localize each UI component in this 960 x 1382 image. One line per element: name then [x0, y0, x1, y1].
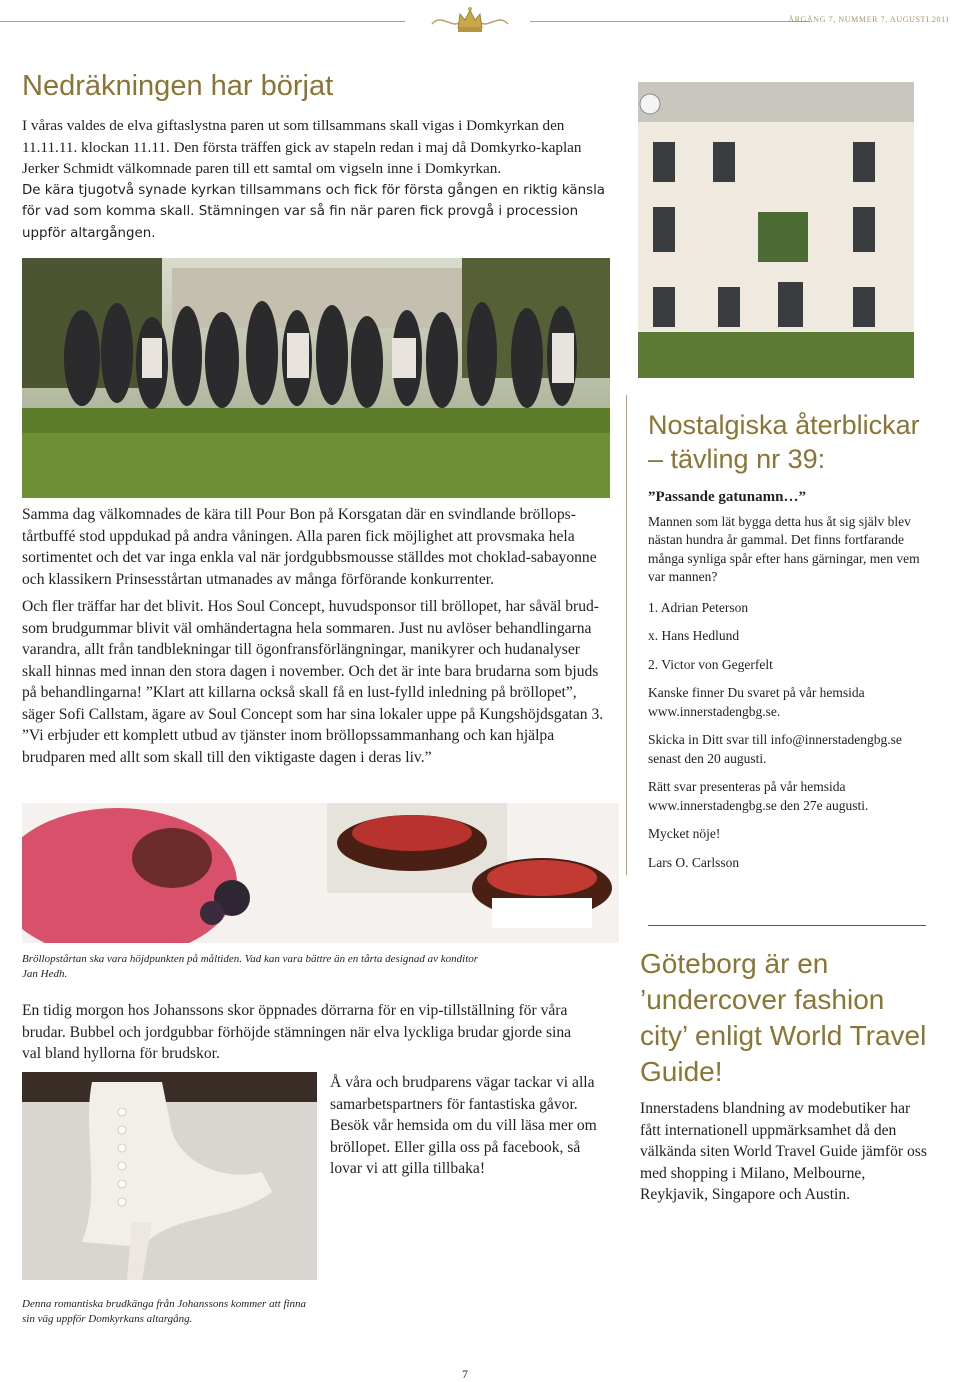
contest-answer: Rätt svar presenteras på vår hemsida www.innerstadengbg.se den 27e augusti.	[648, 779, 869, 813]
contest-fun: Mycket nöje!	[648, 826, 721, 841]
fashion-body: Innerstadens blandning av modebutiker har fått internationell uppmärksamhet då den välkända siten World Travel Guide jämför oss med shopping i Milano, Melbourne, Reykjavik, Singapore och Austin.	[640, 1100, 927, 1203]
crown-logo-icon	[430, 2, 510, 40]
building-photo	[638, 82, 914, 378]
contest-hint: Kanske finner Du svaret på vår hemsida www.innerstadengbg.se.	[648, 685, 865, 719]
intro-paragraph-2: De kära tjugotvå synade kyrkan tillsammans och fick för första gången en riktig känsla för vad som komma skall. Stämningen var så fin när paren fick provgå i procession uppför altargången.	[22, 182, 606, 241]
sidebar-divider	[626, 395, 627, 875]
issue-line: ÅRGÅNG 7, NUMMER 7, AUGUSTI 2011	[788, 15, 950, 24]
intro-text	[22, 115, 622, 244]
shoes-paragraph: En tidig morgon hos Johanssons skor öppnades dörrarna för en vip-tillställning för våra brudar. Bubbel och jordgubbar förhöjde stämningen när elva lyckliga brudar gjorde sina val bland hyllorna för brudskor.	[22, 1002, 572, 1062]
dinner-paragraph: Samma dag välkomnades de kära till Pour Bon på Korsgatan där en svindlande bröllops-tårtbuffé stod uppdukad på andra våningen. Alla paren fick möjlighet att provsmaka hela sortimentet och det var inga enkla val när jordgubbsmousse ställdes mot choklad-sabayonne och klassikern Prinsesstårtan utmanades av många förförande konkurrenter.	[22, 506, 597, 588]
intro-paragraph-1: I våras valdes de elva giftaslystna paren ut som tillsammans skall vigas i Domkyrkan den 11.11.11. klockan 11.11. Den första träffen gick av stapeln redan i maj då Domkyrko-kaplan Jerker Schmidt välkomnade paren till ett samtal om vigseln inne i Domkyrkan.	[22, 117, 582, 177]
page-number: 7	[462, 1367, 468, 1381]
contest-option-2: 2. Victor von Gegerfelt	[648, 656, 773, 672]
soul-concept-paragraph: Och fler träffar har det blivit. Hos Soul Concept, huvudsponsor till bröllopet, har såväl brud- som brudgummar blivit väl omhändertagna hela sommaren. Just nu avlöser behandlingarna varandra, allt från tandblekningar till ögonfransförlängningar, manikyrer och hudanalyser skall hinnas med innan den stora dagen i november. Och det är inte bara brudarna som bjuds på behandlingarna! ”Klart att killarna också skall få en lust-fylld inledning på bröllopet”, säger Sofi Callstam, ägare av Soul Concept som har sina lokaler uppe på Kungshöjdsgatan 3. ”Vi erbjuder ett komplett utbud av tjänster inom bröllopssammanhang och kan hjälpa brudparen med allt som skall till den viktigaste dagen i deras liv.”	[22, 598, 604, 766]
contest-sidebar	[648, 408, 938, 882]
contest-signature: Lars O. Carlsson	[648, 854, 740, 870]
article-body-main	[22, 504, 610, 768]
cake-photo	[22, 803, 619, 943]
boot-caption: Denna romantiska brudkänga från Johanssons kommer att finna sin väg uppför Domkyrkans altargång.	[22, 1298, 307, 1325]
contest-option-1: 1. Adrian Peterson	[648, 599, 749, 615]
contest-title-line2: – tävling nr 39:	[648, 444, 826, 474]
contest-question: Mannen som lät bygga detta hus åt sig själv blev nästan hundra år gammal. Det finns fortfarande många synliga spår efter hans gärningar, men vem var mannen?	[648, 513, 920, 584]
fashion-title: Göteborg är en ’undercover fashion city’ enligt World Travel Guide!	[640, 948, 927, 1087]
thanks-paragraph: Å våra och brudparens vägar tackar vi alla samarbetspartners för fantastiska gåvor. Besök vår hemsida om du vill läsa mer om bröllopet. Eller gilla oss på facebook, så lovar vi att gilla tillbaka!	[330, 1074, 597, 1177]
section-rule	[648, 925, 926, 926]
contest-option-x: x. Hans Hedlund	[648, 628, 740, 643]
boot-photo	[22, 1072, 317, 1280]
header-rule-right	[530, 21, 810, 22]
contest-title-line1: Nostalgiska återblickar	[648, 410, 920, 440]
header-rule-left	[0, 21, 405, 22]
contest-send: Skicka in Ditt svar till info@innerstadengbg.se senast den 20 augusti.	[648, 732, 902, 766]
group-photo	[22, 258, 610, 498]
cake-caption: Bröllopstårtan ska vara höjdpunkten på måltiden. Vad kan vara bättre än en tårta designad av konditor Jan Hedh.	[22, 953, 479, 980]
contest-subtitle: ”Passande gatunamn…”	[648, 489, 806, 505]
article-title: Nedräkningen har börjat	[22, 70, 334, 102]
